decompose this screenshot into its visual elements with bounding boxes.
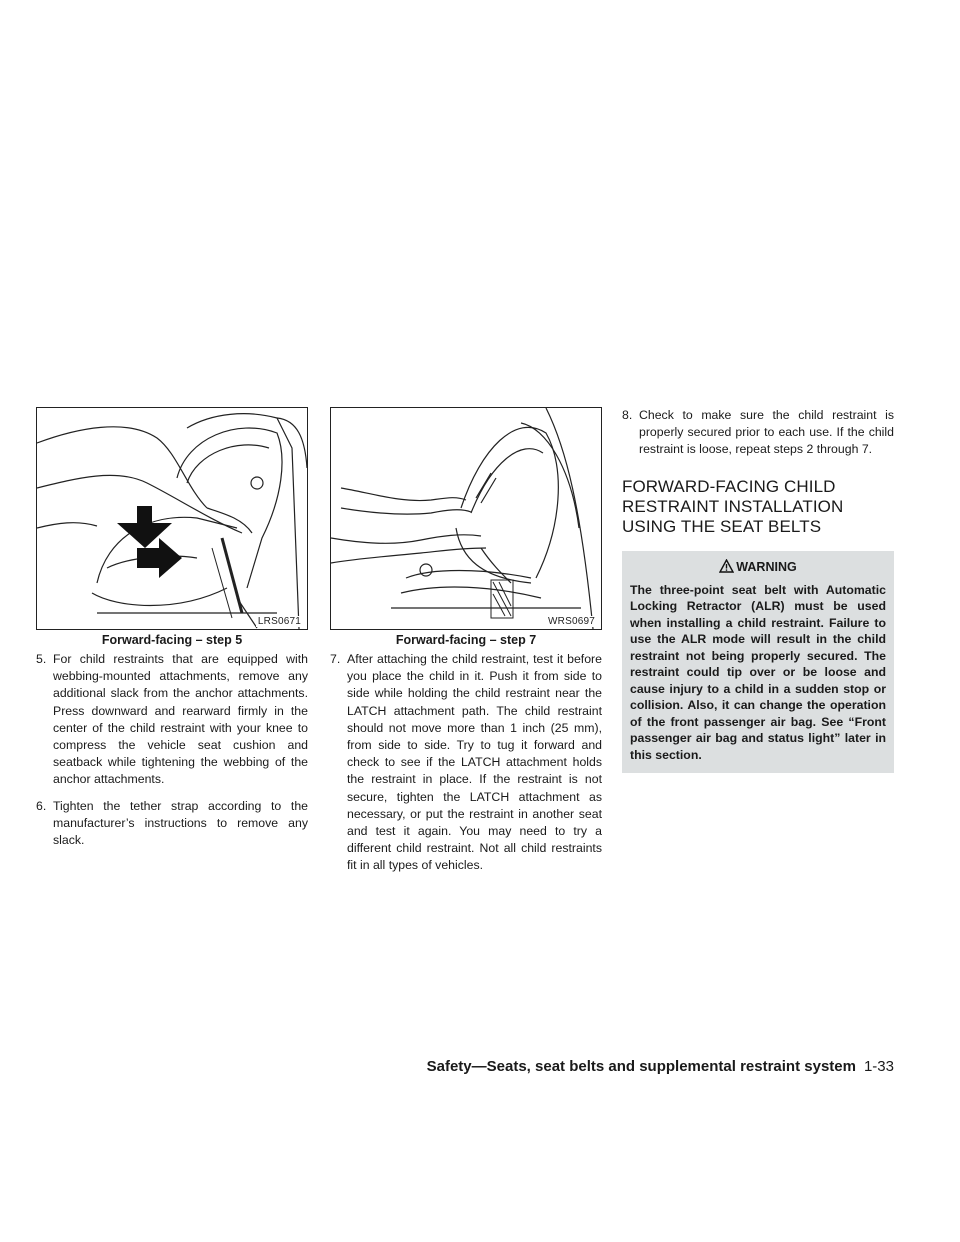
warning-box (622, 551, 894, 774)
step-text: After attaching the child restraint, test it before you place the child in it. Push it from side to side while holding the child restraint near the LATCH attachment path. The child restraint should not move more than 1 inch (25 mm), from side to side. Try to tug it forward and check to see if the LATCH attachment holds the restraint in place. If the restraint is not secure, tighten the LATCH attachment as necessary, or put the restraint in another seat and test it again. You may need to try a different child restraint. Not all child restraints fit in all types of vehicles. (347, 652, 602, 873)
footer-section-title: Safety—Seats, seat belts and supplemental restraint system (426, 1058, 856, 1075)
figure-step-5 (36, 407, 308, 630)
warning-title-row (630, 559, 886, 574)
step-text: Tighten the tether strap according to the manufacturer’s instructions to remove any slack. (53, 798, 308, 848)
page-footer (427, 1058, 894, 1075)
figure-code: WRS0697 (548, 616, 595, 627)
step-7 (330, 651, 602, 875)
column-right (622, 407, 894, 773)
step-number: 7. (330, 652, 341, 666)
column-middle (330, 407, 602, 884)
figure-step-7 (330, 407, 602, 630)
child-seat-step7-illustration (331, 408, 601, 629)
step-number: 8. (622, 408, 633, 422)
figure-caption: Forward-facing – step 7 (395, 633, 537, 647)
warning-text: The three-point seat belt with Automatic Locking Retractor (ALR) must be used when installing a child restraint. Failure to use the ALR mode will result in the child restraint not being properly secured. The restraint could tip over or be loose and cause injury to a child in a sudden stop or collision. Also, it can change the operation of the front passenger air bag. See “Front passenger air bag and status light” later in this section. (630, 582, 886, 762)
step-6 (36, 798, 308, 850)
child-seat-step5-illustration (37, 408, 307, 629)
column-left (36, 407, 308, 858)
step-number: 5. (36, 652, 47, 666)
warning-title: WARNING (736, 559, 797, 574)
warning-triangle-icon (719, 559, 734, 573)
step-text: Check to make sure the child restraint is properly secured prior to each use. If the child restraint is loose, repeat steps 2 through 7. (639, 408, 894, 457)
figure-code: LRS0671 (257, 616, 301, 627)
step-8 (622, 407, 894, 459)
step-text: For child restraints that are equipped with webbing-mounted attachments, remove any additional slack from the anchor attachments. Press downward and rearward firmly in the center of the child restraint with your knee to compress the vehicle seat cushion and seatback while tightening the webbing of the anchor attachments. (53, 652, 308, 787)
page-number: 1-33 (863, 1058, 894, 1075)
step-5 (36, 651, 308, 789)
section-heading: FORWARD-FACING CHILD RESTRAINT INSTALLATION USING THE SEAT BELTS (622, 476, 844, 536)
step-number: 6. (36, 798, 47, 813)
figure-caption: Forward-facing – step 5 (101, 633, 243, 647)
